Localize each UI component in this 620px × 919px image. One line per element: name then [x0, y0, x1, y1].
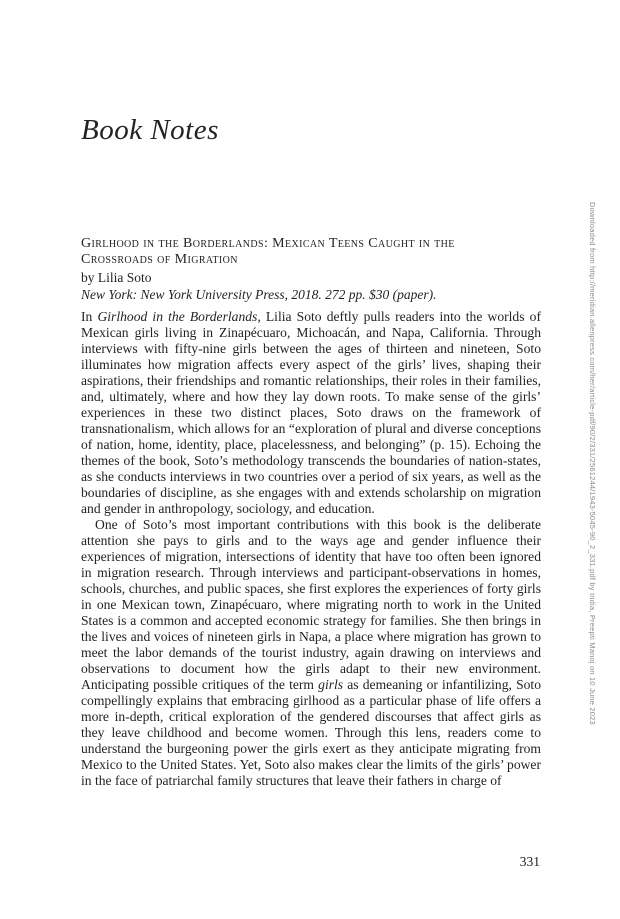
text-segment: In [81, 309, 98, 324]
book-title-heading-line-2: Crossroads of Migration [81, 252, 238, 267]
text-segment: , Lilia Soto deftly pulls readers into the worlds of Mexican girls living in Zinapécuaro, Michoacán, and Napa, California. Through interviews with fifty-nine girls between the ages of thirteen and nineteen, Soto illuminates how migration affects every aspect of the girls’ lives, shaping their aspirations, their friendships and romantic relationships, their roles in their families, and, ultimately, where and how they lay down roots. To make sense of the girls’ experiences in these two distinct places, Soto draws on the framework of transnationalism, which allows for an “exploration of plural and diverse conceptions of nation, home, identity, place, placelessness, and belonging” (p. 15). Echoing the themes of the book, Soto’s methodology transcends the boundaries of nation-states, as she conducts interviews in two countries over a period of six years, as well as the boundaries of discipline, as she engages with and extends scholarship on migration and gender in anthropology, sociology, and education. [81, 309, 541, 516]
review-body [81, 309, 541, 789]
publication-line: New York: New York University Press, 2018. 272 pp. $30 (paper). [81, 287, 437, 302]
italic-text-segment: Girlhood in the Borderlands [97, 309, 258, 324]
text-segment: One of Soto’s most important contributions with this book is the deliberate attention she pays to girls and to the ways age and gender influence their experiences of migration, intersections of identity that have too often been ignored in migration research. Through interviews and participant-observations in homes, schools, churches, and public spaces, she first explores the experiences of forty girls in one Mexican town, Zinapécuaro, where migrating north to work in the United States is a common and accepted economic strategy for families. She then brings in the lives and voices of nineteen girls in Napa, a place where migration has grown to meet the labor demands of the tourist industry, again drawing on interviews and observations to document how the girls adapt to their new environment. Anticipating possible critiques of the term [81, 517, 541, 692]
download-watermark: Downloaded from http://meridian.allenpress.com/her/article-pdf/90/2/331/2561244/1943-5045-90_2_331.pdf by India, Preepti Manoj on 10 June 2023 [588, 202, 597, 725]
page-title: Book Notes [81, 114, 219, 146]
review-paragraph [81, 309, 541, 517]
italic-text-segment: girls [318, 677, 344, 692]
review-paragraph [81, 517, 541, 789]
page-number: 331 [519, 854, 540, 869]
book-title-heading [81, 236, 547, 268]
author-line: by Lilia Soto [81, 270, 152, 285]
book-title-heading-line-1: Girlhood in the Borderlands: Mexican Teens Caught in the [81, 236, 455, 251]
text-segment: as demeaning or infantilizing, Soto compellingly explains that embracing girlhood as a particular phase of life offers a more in-depth, critical exploration of the gendered discourses that affect girls as they leave childhood and become women. Through this lens, readers come to understand the burgeoning power the girls exert as they anticipate migrating from Mexico to the United States. Yet, Soto also makes clear the limits of the girls’ power in the face of patriarchal family structures that leave their fathers in charge of [81, 677, 541, 788]
